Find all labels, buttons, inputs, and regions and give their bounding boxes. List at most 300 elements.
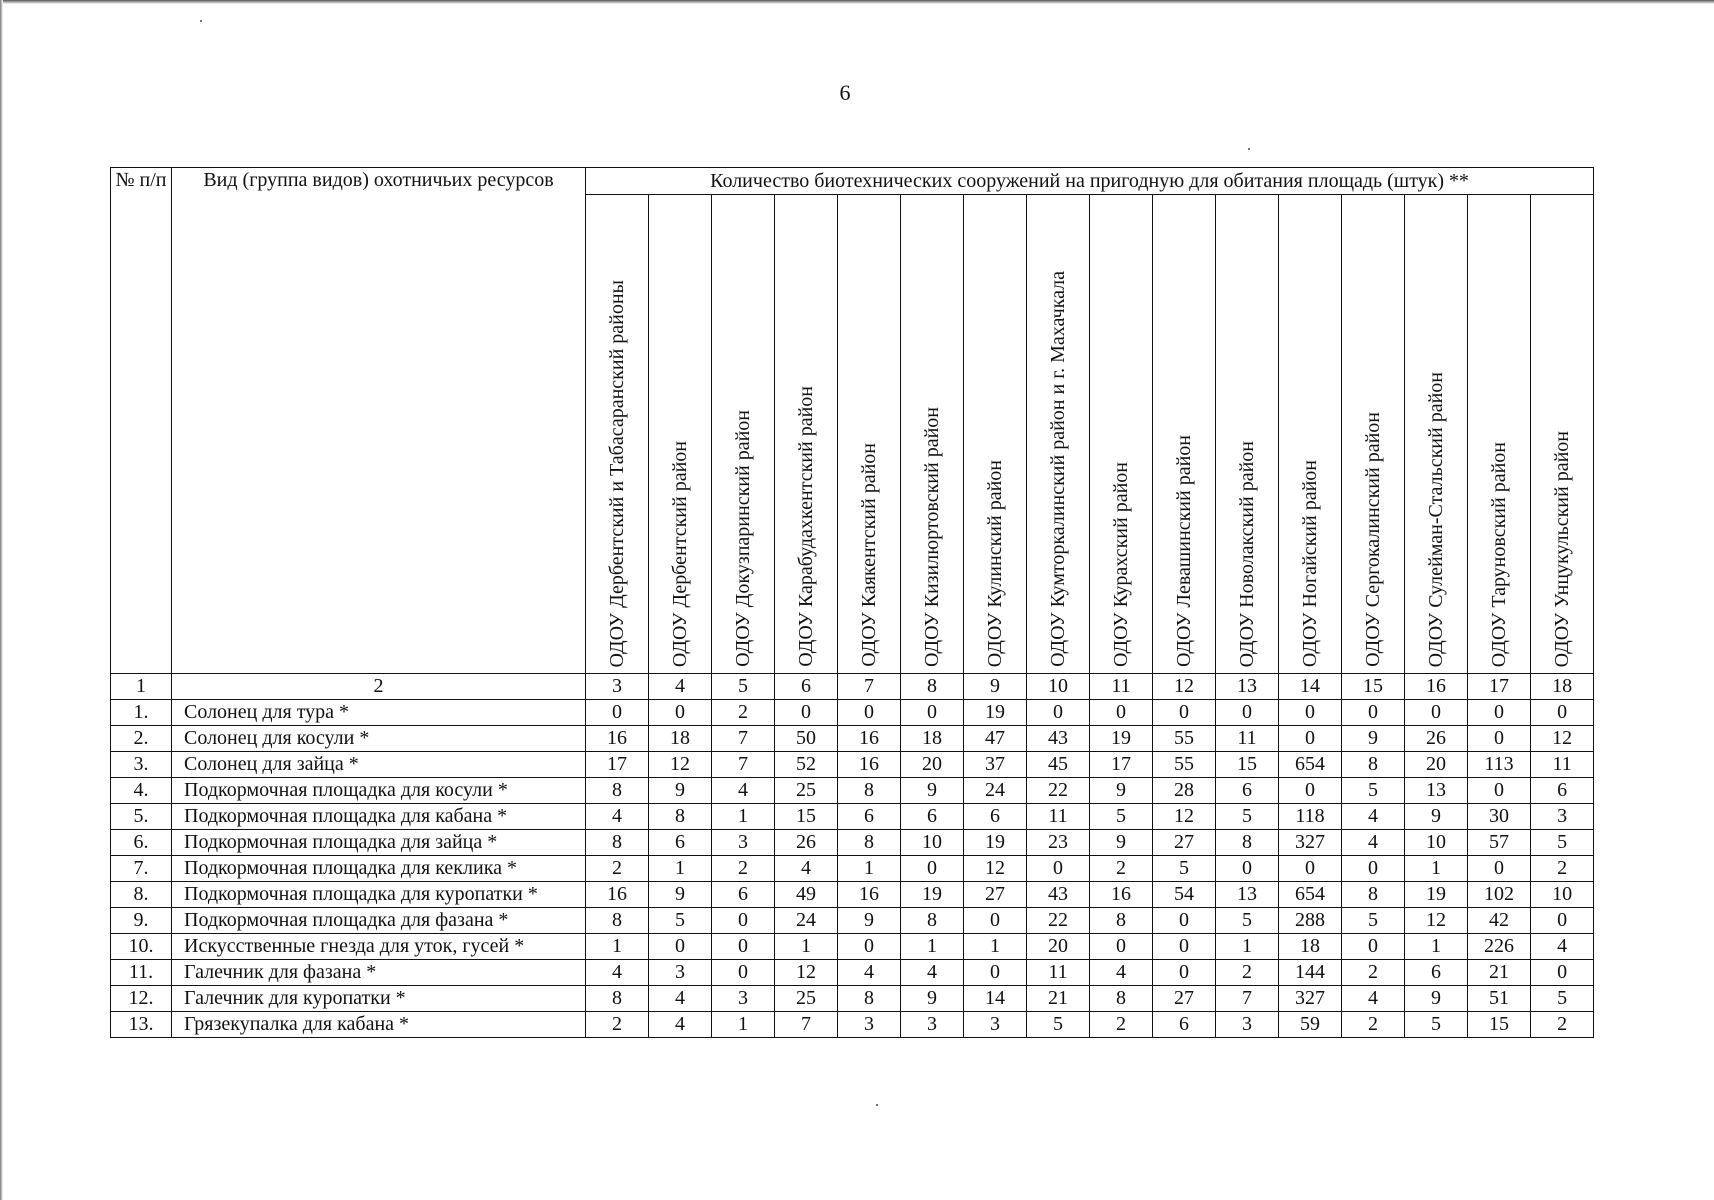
row-number: 5. bbox=[111, 804, 172, 830]
column-number: 2 bbox=[172, 674, 586, 700]
table-cell: 20 bbox=[1405, 752, 1468, 778]
column-header-label: ОДОУ Новолакский район bbox=[1236, 440, 1258, 667]
row-species-name: Подкормочная площадка для кеклика * bbox=[172, 856, 586, 882]
table-cell: 226 bbox=[1468, 934, 1531, 960]
table-cell: 8 bbox=[586, 908, 649, 934]
table-cell: 4 bbox=[838, 960, 901, 986]
table-cell: 6 bbox=[1216, 778, 1279, 804]
table-cell: 0 bbox=[1153, 934, 1216, 960]
scan-speck bbox=[1248, 148, 1250, 150]
table-cell: 0 bbox=[838, 934, 901, 960]
table-cell: 0 bbox=[1090, 934, 1153, 960]
table-cell: 45 bbox=[1027, 752, 1090, 778]
column-number: 1 bbox=[111, 674, 172, 700]
table-cell: 7 bbox=[1216, 986, 1279, 1012]
table-cell: 8 bbox=[1090, 908, 1153, 934]
table-cell: 2 bbox=[586, 1012, 649, 1038]
table-cell: 16 bbox=[838, 752, 901, 778]
table-row bbox=[111, 752, 1594, 778]
table-cell: 27 bbox=[964, 882, 1027, 908]
table-cell: 1 bbox=[1405, 934, 1468, 960]
table-cell: 3 bbox=[712, 986, 775, 1012]
table-cell: 8 bbox=[1090, 986, 1153, 1012]
table-cell: 1 bbox=[712, 1012, 775, 1038]
row-number: 3. bbox=[111, 752, 172, 778]
table-cell: 27 bbox=[1153, 986, 1216, 1012]
table-cell: 0 bbox=[1216, 700, 1279, 726]
table-cell: 5 bbox=[1531, 830, 1594, 856]
table-cell: 22 bbox=[1027, 778, 1090, 804]
table-cell: 327 bbox=[1279, 830, 1342, 856]
table-cell: 12 bbox=[649, 752, 712, 778]
column-header-label: ОДОУ Ногайский район bbox=[1299, 459, 1321, 667]
table-cell: 6 bbox=[1153, 1012, 1216, 1038]
table-cell: 0 bbox=[901, 856, 964, 882]
column-header-label: ОДОУ Карабудахкентский район bbox=[795, 386, 817, 667]
table-cell: 654 bbox=[1279, 882, 1342, 908]
table-cell: 1 bbox=[1405, 856, 1468, 882]
table-cell: 4 bbox=[586, 960, 649, 986]
column-number: 7 bbox=[838, 674, 901, 700]
table-cell: 12 bbox=[964, 856, 1027, 882]
table-row bbox=[111, 778, 1594, 804]
table-cell: 113 bbox=[1468, 752, 1531, 778]
table-cell: 8 bbox=[838, 778, 901, 804]
table-cell: 0 bbox=[1279, 700, 1342, 726]
column-header bbox=[1405, 195, 1468, 674]
table-cell: 0 bbox=[712, 960, 775, 986]
column-header bbox=[649, 195, 712, 674]
table-cell: 9 bbox=[649, 778, 712, 804]
column-header bbox=[1468, 195, 1531, 674]
column-number: 5 bbox=[712, 674, 775, 700]
table-cell: 2 bbox=[586, 856, 649, 882]
table-cell: 4 bbox=[1090, 960, 1153, 986]
column-header bbox=[838, 195, 901, 674]
row-species-name: Подкормочная площадка для косули * bbox=[172, 778, 586, 804]
row-number: 13. bbox=[111, 1012, 172, 1038]
table-cell: 6 bbox=[1531, 778, 1594, 804]
scan-edge bbox=[0, 0, 1714, 4]
column-header bbox=[1216, 195, 1279, 674]
table-cell: 7 bbox=[712, 726, 775, 752]
table-cell: 6 bbox=[649, 830, 712, 856]
column-number: 11 bbox=[1090, 674, 1153, 700]
row-species-name: Галечник для фазана * bbox=[172, 960, 586, 986]
table-cell: 55 bbox=[1153, 726, 1216, 752]
row-species-name: Подкормочная площадка для фазана * bbox=[172, 908, 586, 934]
table-cell: 0 bbox=[1027, 700, 1090, 726]
table-cell: 0 bbox=[1027, 856, 1090, 882]
column-header bbox=[775, 195, 838, 674]
table-cell: 8 bbox=[838, 830, 901, 856]
table-cell: 0 bbox=[1279, 726, 1342, 752]
table-cell: 17 bbox=[586, 752, 649, 778]
column-number: 17 bbox=[1468, 674, 1531, 700]
table-cell: 2 bbox=[1531, 856, 1594, 882]
table-cell: 16 bbox=[586, 726, 649, 752]
column-header-label: ОДОУ Кизилюртовский район bbox=[921, 407, 943, 667]
table-cell: 4 bbox=[649, 986, 712, 1012]
table-cell: 9 bbox=[1090, 830, 1153, 856]
table-cell: 0 bbox=[586, 700, 649, 726]
biotech-structures-table bbox=[110, 167, 1594, 1038]
table-row bbox=[111, 934, 1594, 960]
table-cell: 15 bbox=[1468, 1012, 1531, 1038]
scan-edge-left bbox=[0, 0, 3, 1200]
table-cell: 0 bbox=[1531, 700, 1594, 726]
table-cell: 8 bbox=[838, 986, 901, 1012]
scan-speck bbox=[200, 20, 202, 22]
table-cell: 15 bbox=[1216, 752, 1279, 778]
table-cell: 4 bbox=[775, 856, 838, 882]
table-cell: 5 bbox=[1027, 1012, 1090, 1038]
table-cell: 6 bbox=[964, 804, 1027, 830]
table-cell: 52 bbox=[775, 752, 838, 778]
table-cell: 19 bbox=[964, 830, 1027, 856]
table-cell: 22 bbox=[1027, 908, 1090, 934]
header-species: Вид (группа видов) охотничьих ресурсов bbox=[172, 168, 586, 674]
table-cell: 9 bbox=[1090, 778, 1153, 804]
table-cell: 10 bbox=[1405, 830, 1468, 856]
column-number: 12 bbox=[1153, 674, 1216, 700]
table-cell: 1 bbox=[649, 856, 712, 882]
row-species-name: Солонец для косули * bbox=[172, 726, 586, 752]
column-number: 18 bbox=[1531, 674, 1594, 700]
column-header bbox=[1279, 195, 1342, 674]
column-header-label: ОДОУ Кумторкалинский район и г. Махачкала bbox=[1047, 271, 1069, 667]
table-cell: 27 bbox=[1153, 830, 1216, 856]
column-number-row bbox=[111, 674, 1594, 700]
header-num: № п/п bbox=[111, 168, 172, 674]
table-cell: 5 bbox=[1531, 986, 1594, 1012]
table-cell: 42 bbox=[1468, 908, 1531, 934]
table-cell: 288 bbox=[1279, 908, 1342, 934]
table-cell: 0 bbox=[1531, 908, 1594, 934]
table-row bbox=[111, 908, 1594, 934]
table-cell: 1 bbox=[838, 856, 901, 882]
table-row bbox=[111, 986, 1594, 1012]
table-cell: 0 bbox=[1090, 700, 1153, 726]
table-cell: 6 bbox=[901, 804, 964, 830]
table-cell: 4 bbox=[712, 778, 775, 804]
table-cell: 0 bbox=[964, 908, 1027, 934]
table-cell: 0 bbox=[1468, 778, 1531, 804]
column-header-label: ОДОУ Докузпаринский район bbox=[732, 410, 754, 667]
table-cell: 327 bbox=[1279, 986, 1342, 1012]
row-number: 4. bbox=[111, 778, 172, 804]
table-cell: 5 bbox=[649, 908, 712, 934]
column-header-label: ОДОУ Дербентский и Табасаранский районы bbox=[606, 279, 628, 667]
table-cell: 6 bbox=[712, 882, 775, 908]
table-cell: 2 bbox=[1090, 856, 1153, 882]
table-cell: 0 bbox=[712, 908, 775, 934]
table-cell: 26 bbox=[775, 830, 838, 856]
row-number: 7. bbox=[111, 856, 172, 882]
table-cell: 4 bbox=[1342, 804, 1405, 830]
table-cell: 3 bbox=[901, 1012, 964, 1038]
table-cell: 0 bbox=[964, 960, 1027, 986]
table-cell: 118 bbox=[1279, 804, 1342, 830]
table-cell: 16 bbox=[838, 882, 901, 908]
table-cell: 2 bbox=[1531, 1012, 1594, 1038]
table-cell: 0 bbox=[838, 700, 901, 726]
table-cell: 5 bbox=[1342, 778, 1405, 804]
table-cell: 0 bbox=[1279, 856, 1342, 882]
table-cell: 16 bbox=[586, 882, 649, 908]
table-cell: 144 bbox=[1279, 960, 1342, 986]
table-cell: 8 bbox=[1342, 752, 1405, 778]
table-cell: 12 bbox=[1153, 804, 1216, 830]
column-header-label: ОДОУ Левашинский район bbox=[1173, 434, 1195, 667]
column-number: 15 bbox=[1342, 674, 1405, 700]
table-cell: 11 bbox=[1027, 960, 1090, 986]
table-cell: 13 bbox=[1216, 882, 1279, 908]
table-cell: 9 bbox=[649, 882, 712, 908]
column-header bbox=[1531, 195, 1594, 674]
table-cell: 51 bbox=[1468, 986, 1531, 1012]
table-cell: 5 bbox=[1216, 908, 1279, 934]
column-header-label: ОДОУ Каякентский район bbox=[858, 443, 880, 667]
table-cell: 5 bbox=[1405, 1012, 1468, 1038]
table-row bbox=[111, 830, 1594, 856]
table-cell: 3 bbox=[1531, 804, 1594, 830]
table-cell: 0 bbox=[1153, 908, 1216, 934]
column-header bbox=[1342, 195, 1405, 674]
table-cell: 9 bbox=[1405, 986, 1468, 1012]
table-cell: 3 bbox=[1216, 1012, 1279, 1038]
table-cell: 15 bbox=[775, 804, 838, 830]
column-header bbox=[1027, 195, 1090, 674]
table-cell: 0 bbox=[649, 700, 712, 726]
column-header bbox=[1153, 195, 1216, 674]
page-number: 6 bbox=[839, 80, 851, 105]
table-cell: 0 bbox=[1153, 960, 1216, 986]
table-cell: 0 bbox=[1153, 700, 1216, 726]
table-cell: 21 bbox=[1468, 960, 1531, 986]
column-header-label: ОДОУ Унцукульский район bbox=[1551, 430, 1574, 667]
table-cell: 43 bbox=[1027, 726, 1090, 752]
table-cell: 23 bbox=[1027, 830, 1090, 856]
table-cell: 1 bbox=[1216, 934, 1279, 960]
column-number: 13 bbox=[1216, 674, 1279, 700]
column-number: 9 bbox=[964, 674, 1027, 700]
table-cell: 8 bbox=[586, 778, 649, 804]
table-cell: 18 bbox=[1279, 934, 1342, 960]
table-cell: 21 bbox=[1027, 986, 1090, 1012]
table-cell: 20 bbox=[901, 752, 964, 778]
table-cell: 654 bbox=[1279, 752, 1342, 778]
table-cell: 10 bbox=[1531, 882, 1594, 908]
row-number: 1. bbox=[111, 700, 172, 726]
column-header bbox=[1090, 195, 1153, 674]
scan-speck bbox=[876, 1104, 878, 1106]
table-cell: 54 bbox=[1153, 882, 1216, 908]
table-cell: 0 bbox=[1468, 856, 1531, 882]
table-cell: 9 bbox=[838, 908, 901, 934]
column-header-label: ОДОУ Курахский район bbox=[1110, 462, 1132, 667]
table-cell: 19 bbox=[1405, 882, 1468, 908]
table-cell: 19 bbox=[901, 882, 964, 908]
row-number: 9. bbox=[111, 908, 172, 934]
table-row bbox=[111, 804, 1594, 830]
table-cell: 0 bbox=[1342, 700, 1405, 726]
table-cell: 43 bbox=[1027, 882, 1090, 908]
table-cell: 5 bbox=[1153, 856, 1216, 882]
table-cell: 1 bbox=[712, 804, 775, 830]
table-cell: 37 bbox=[964, 752, 1027, 778]
row-number: 6. bbox=[111, 830, 172, 856]
table-cell: 2 bbox=[712, 856, 775, 882]
table-cell: 3 bbox=[964, 1012, 1027, 1038]
table-cell: 30 bbox=[1468, 804, 1531, 830]
table-cell: 0 bbox=[901, 700, 964, 726]
table-row bbox=[111, 726, 1594, 752]
table-cell: 9 bbox=[901, 986, 964, 1012]
column-number: 16 bbox=[1405, 674, 1468, 700]
row-species-name: Искусственные гнезда для уток, гусей * bbox=[172, 934, 586, 960]
table-row bbox=[111, 960, 1594, 986]
column-header-label: ОДОУ Сергокалинский район bbox=[1362, 412, 1384, 667]
table-cell: 9 bbox=[1342, 726, 1405, 752]
table-cell: 4 bbox=[1342, 830, 1405, 856]
table-cell: 1 bbox=[586, 934, 649, 960]
row-species-name: Галечник для куропатки * bbox=[172, 986, 586, 1012]
table-cell: 5 bbox=[1216, 804, 1279, 830]
header-group: Количество биотехнических сооружений на пригодную для обитания площадь (штук) ** bbox=[586, 168, 1594, 195]
table-cell: 12 bbox=[1531, 726, 1594, 752]
row-number: 2. bbox=[111, 726, 172, 752]
row-number: 10. bbox=[111, 934, 172, 960]
table-cell: 6 bbox=[838, 804, 901, 830]
table-cell: 0 bbox=[1405, 700, 1468, 726]
row-number: 11. bbox=[111, 960, 172, 986]
row-species-name: Подкормочная площадка для зайца * bbox=[172, 830, 586, 856]
row-species-name: Солонец для тура * bbox=[172, 700, 586, 726]
table-cell: 0 bbox=[712, 934, 775, 960]
column-header-label: ОДОУ Сулейман-Стальский район bbox=[1425, 371, 1447, 667]
table-row bbox=[111, 700, 1594, 726]
table-cell: 2 bbox=[1342, 960, 1405, 986]
table-cell: 9 bbox=[901, 778, 964, 804]
table-cell: 59 bbox=[1279, 1012, 1342, 1038]
column-number: 3 bbox=[586, 674, 649, 700]
table-cell: 4 bbox=[1342, 986, 1405, 1012]
table-cell: 0 bbox=[1468, 726, 1531, 752]
table-cell: 47 bbox=[964, 726, 1027, 752]
table-cell: 24 bbox=[964, 778, 1027, 804]
table-cell: 5 bbox=[1090, 804, 1153, 830]
table-cell: 7 bbox=[775, 1012, 838, 1038]
table-cell: 16 bbox=[1090, 882, 1153, 908]
table-cell: 0 bbox=[649, 934, 712, 960]
table-cell: 3 bbox=[649, 960, 712, 986]
table-row bbox=[111, 882, 1594, 908]
table-cell: 4 bbox=[901, 960, 964, 986]
table-cell: 11 bbox=[1027, 804, 1090, 830]
row-number: 8. bbox=[111, 882, 172, 908]
table-cell: 9 bbox=[1405, 804, 1468, 830]
column-header bbox=[586, 195, 649, 674]
table-cell: 0 bbox=[775, 700, 838, 726]
column-number: 6 bbox=[775, 674, 838, 700]
row-species-name: Солонец для зайца * bbox=[172, 752, 586, 778]
row-species-name: Подкормочная площадка для куропатки * bbox=[172, 882, 586, 908]
table-cell: 2 bbox=[1216, 960, 1279, 986]
table-cell: 18 bbox=[901, 726, 964, 752]
table-cell: 12 bbox=[1405, 908, 1468, 934]
table-cell: 8 bbox=[1342, 882, 1405, 908]
table-cell: 57 bbox=[1468, 830, 1531, 856]
table-cell: 1 bbox=[775, 934, 838, 960]
table-cell: 14 bbox=[964, 986, 1027, 1012]
table-cell: 8 bbox=[586, 830, 649, 856]
table-cell: 20 bbox=[1027, 934, 1090, 960]
column-header-label: ОДОУ Дербентский район bbox=[669, 440, 691, 667]
table-cell: 26 bbox=[1405, 726, 1468, 752]
table-cell: 4 bbox=[1531, 934, 1594, 960]
table-cell: 24 bbox=[775, 908, 838, 934]
table-row bbox=[111, 856, 1594, 882]
table-cell: 12 bbox=[775, 960, 838, 986]
column-number: 8 bbox=[901, 674, 964, 700]
table-cell: 6 bbox=[1405, 960, 1468, 986]
table-cell: 10 bbox=[901, 830, 964, 856]
column-header bbox=[964, 195, 1027, 674]
column-header bbox=[712, 195, 775, 674]
table-cell: 7 bbox=[712, 752, 775, 778]
table-cell: 8 bbox=[901, 908, 964, 934]
table-cell: 28 bbox=[1153, 778, 1216, 804]
row-number: 12. bbox=[111, 986, 172, 1012]
table-cell: 19 bbox=[1090, 726, 1153, 752]
table-cell: 18 bbox=[649, 726, 712, 752]
table-cell: 8 bbox=[1216, 830, 1279, 856]
column-header bbox=[901, 195, 964, 674]
table-cell: 25 bbox=[775, 778, 838, 804]
table-cell: 25 bbox=[775, 986, 838, 1012]
table-cell: 16 bbox=[838, 726, 901, 752]
table-cell: 11 bbox=[1216, 726, 1279, 752]
table-cell: 55 bbox=[1153, 752, 1216, 778]
table-cell: 17 bbox=[1090, 752, 1153, 778]
table-cell: 3 bbox=[712, 830, 775, 856]
table-cell: 0 bbox=[1342, 934, 1405, 960]
table-cell: 5 bbox=[1342, 908, 1405, 934]
table-cell: 19 bbox=[964, 700, 1027, 726]
table-cell: 0 bbox=[1279, 778, 1342, 804]
table-cell: 4 bbox=[649, 1012, 712, 1038]
row-species-name: Грязекупалка для кабана * bbox=[172, 1012, 586, 1038]
table-cell: 1 bbox=[901, 934, 964, 960]
column-number: 10 bbox=[1027, 674, 1090, 700]
table-cell: 0 bbox=[1342, 856, 1405, 882]
table-cell: 50 bbox=[775, 726, 838, 752]
column-number: 4 bbox=[649, 674, 712, 700]
table-cell: 4 bbox=[586, 804, 649, 830]
table-cell: 1 bbox=[964, 934, 1027, 960]
table-cell: 2 bbox=[1090, 1012, 1153, 1038]
table-cell: 11 bbox=[1531, 752, 1594, 778]
table-cell: 0 bbox=[1216, 856, 1279, 882]
table-row bbox=[111, 1012, 1594, 1038]
table-cell: 0 bbox=[1531, 960, 1594, 986]
column-header-label: ОДОУ Кулинский район bbox=[984, 459, 1006, 667]
table-cell: 2 bbox=[1342, 1012, 1405, 1038]
column-header-label: ОДОУ Таруновский район bbox=[1488, 441, 1510, 667]
row-species-name: Подкормочная площадка для кабана * bbox=[172, 804, 586, 830]
table-cell: 49 bbox=[775, 882, 838, 908]
